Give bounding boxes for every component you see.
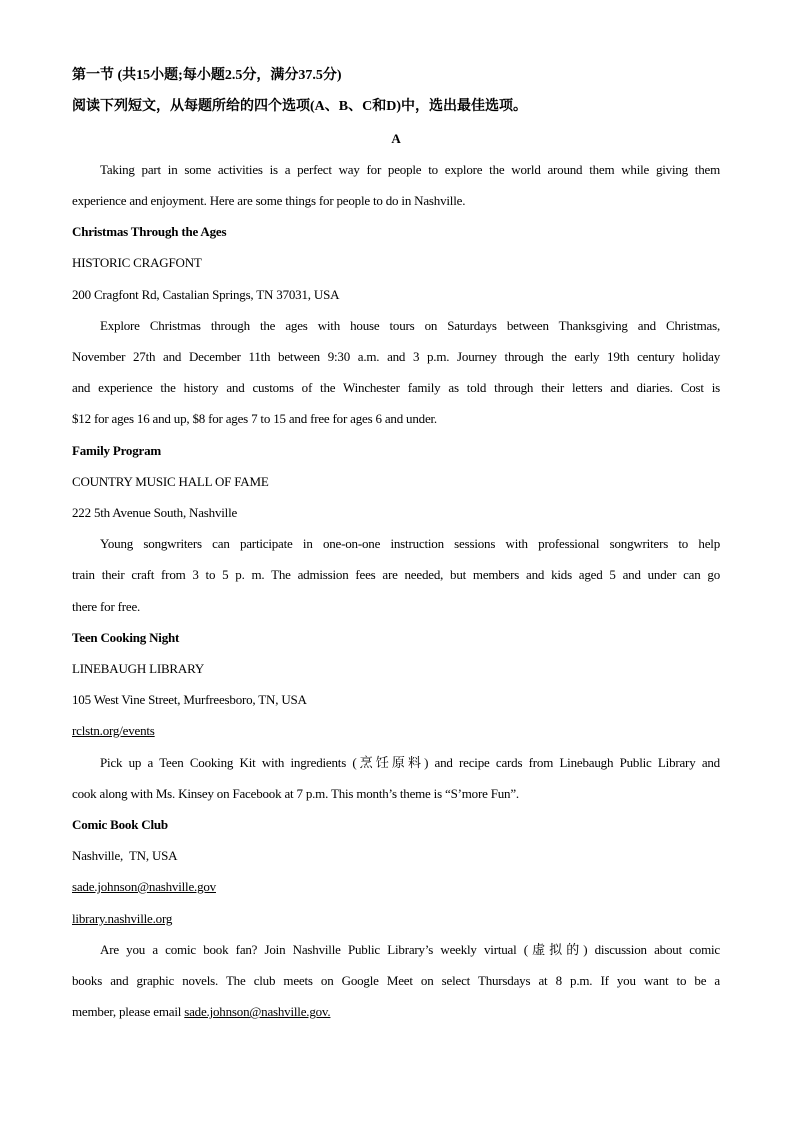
event-address-hall-of-fame: 222 5th Avenue South, Nashville — [72, 505, 238, 520]
intro-line-1: Taking part in some activities is a perfect way for people to explore the world around them while giving them — [100, 162, 720, 177]
event-desc-comic-1: Are you a comic book fan? Join Nashville Public Library’s weekly virtual (虚拟的) discussion about comic — [100, 942, 720, 957]
inline-email-link[interactable]: sade.johnson@nashville.gov. — [184, 1004, 331, 1019]
events-link[interactable]: rclstn.org/events — [72, 723, 155, 738]
event-desc-comic-2: books and graphic novels. The club meets on Google Meet on select Thursdays at 8 p.m. If you want to be a — [72, 973, 720, 988]
event-address-linebaugh: 105 West Vine Street, Murfreesboro, TN, USA — [72, 692, 307, 707]
event-address-cragfont: 200 Cragfont Rd, Castalian Springs, TN 37031, USA — [72, 287, 340, 302]
section-heading: 第一节 (共15小题;每小题2.5分，满分37.5分) — [72, 68, 342, 83]
event-desc-cooking-2: cook along with Ms. Kinsey on Facebook at 7 p.m. This month’s theme is “S’more Fun”. — [72, 786, 519, 801]
event-desc-family-1: Young songwriters can participate in one-on-one instruction sessions with professional songwriters to help — [100, 536, 720, 551]
event-venue-hall-of-fame: COUNTRY MUSIC HALL OF FAME — [72, 474, 269, 489]
event-desc-comic-3 — [72, 1003, 720, 1021]
event-venue-cragfont: HISTORIC CRAGFONT — [72, 255, 202, 270]
passage-label: A — [391, 131, 401, 146]
event-desc-cooking-1: Pick up a Teen Cooking Kit with ingredients (烹饪原料) and recipe cards from Linebaugh Public Library and — [100, 755, 720, 770]
event-desc-family-3: there for free. — [72, 599, 141, 614]
event-desc-christmas-1: Explore Christmas through the ages with house tours on Saturdays between Thanksgiving and Christmas, — [100, 318, 720, 333]
event-location-comic: Nashville, TN, USA — [72, 848, 178, 863]
event-desc-christmas-4: $12 for ages 16 and up, $8 for ages 7 to 15 and free for ages 6 and under. — [72, 411, 437, 426]
event-title-family: Family Program — [72, 443, 162, 458]
email-prompt-text: member, please email — [72, 1004, 182, 1019]
event-desc-christmas-3: and experience the history and customs of the Winchester family as told through their letters and diaries. Cost is — [72, 380, 720, 395]
library-website-link[interactable]: library.nashville.org — [72, 911, 173, 926]
email-link[interactable]: sade.johnson@nashville.gov — [72, 879, 216, 894]
event-title-christmas: Christmas Through the Ages — [72, 224, 227, 239]
event-desc-christmas-2: November 27th and December 11th between 9:30 a.m. and 3 p.m. Journey through the early 19th century holiday — [72, 349, 720, 364]
event-title-comic: Comic Book Club — [72, 817, 168, 832]
intro-line-2: experience and enjoyment. Here are some things for people to do in Nashville. — [72, 193, 466, 208]
instruction-heading: 阅读下列短文，从每题所给的四个选项(A、B、C和D)中，选出最佳选项。 — [72, 99, 527, 114]
event-title-cooking: Teen Cooking Night — [72, 630, 180, 645]
event-desc-family-2: train their craft from 3 to 5 p. m. The admission fees are needed, but members and kids aged 5 and under can go — [72, 567, 720, 582]
event-venue-linebaugh: LINEBAUGH LIBRARY — [72, 661, 205, 676]
